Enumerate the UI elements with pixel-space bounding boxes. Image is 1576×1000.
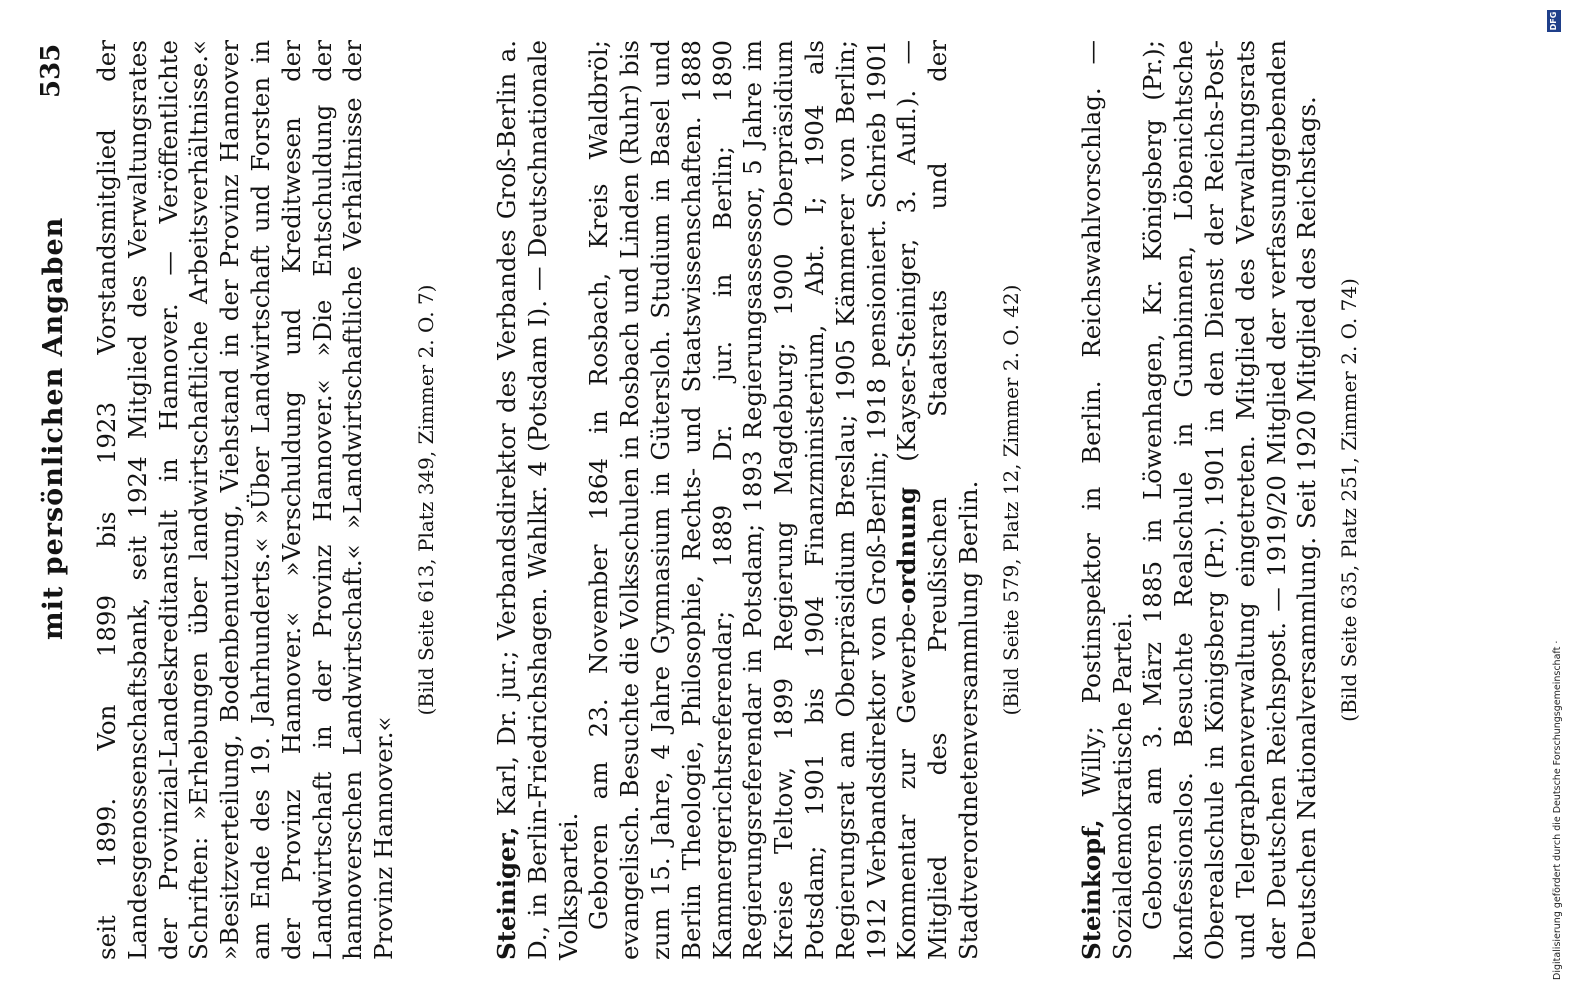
steinkopf-name: Steinkopf, bbox=[1076, 819, 1106, 960]
steiniger-name: Steiniger, bbox=[491, 826, 521, 960]
steinkopf-bild-ref: (Bild Seite 635, Platz 251, Zimmer 2. O. 74) bbox=[1337, 278, 1362, 722]
continued-entry-bild-ref: (Bild Seite 613, Platz 349, Zimmer 2. O. 7) bbox=[413, 284, 438, 716]
steiniger-header-text: Karl, Dr. jur.; Verbandsdirektor des Verbandes Groß-Berlin a. D., in Berlin-Friedrichshagen. Wahlkr. 4 (Potsdam I). — Deutschnationale Volkspartei. bbox=[491, 40, 583, 960]
steiniger-entry-header bbox=[492, 40, 584, 960]
steiniger-bild-ref: (Bild Seite 579, Platz 12, Zimmer 2. O. 42) bbox=[998, 284, 1023, 716]
steiniger-bio-bold: ordnung bbox=[892, 487, 922, 604]
page-body bbox=[92, 40, 1363, 960]
steinkopf-entry-header bbox=[1077, 40, 1139, 960]
steinkopf-header-text: Willy; Postinspektor in Berlin. Reichswahlvorschlag. — Sozialdemokratische Partei. bbox=[1076, 40, 1137, 960]
steiniger-bio-part1: Geboren am 23. November 1864 in Rosbach, Kreis Waldbröl; evangelisch. Besuchte die Volksschulen in Rosbach und Linden (Ruhr) bis zum 15. Jahre, 4 Jahre Gymnasium in Gütersloh. Studium in Basel und Berlin Theologie, Philosophie, Rechts- und Staatswissenschaften. 1888 Kammergerichtsreferendar; 1889 Dr. jur. in Berlin; 1890 Regierungsreferendar in Potsdam; 1893 Regierungsassessor, 5 Jahre im Kreise Teltow, 1899 Regierung Magdeburg; 1900 Oberpräsidium Potsdam; 1901 bis 1904 Finanzministerium, Abt. I; 1904 als Regierungsrat am Oberpräsidium Breslau; 1905 Kämmerer von Berlin; 1912 Verbandsdirektor von Groß-Berlin; 1918 pensioniert. Schrieb 1901 Kommentar zur Gewerbe- bbox=[584, 40, 922, 960]
steiniger-bio-part2: (Kayser-Steiniger, 3. Aufl.). — Mitglied des Preußischen Staatsrats und der Stadtverordnetenversammlung Berlin. bbox=[892, 40, 983, 960]
steinkopf-biography: Geboren am 3. März 1885 in Löwenhagen, Kr. Königsberg (Pr.); konfessionslos. Besuchte Realschule in Gumbinnen, Löbenichtsche Oberealschule in Königsberg (Pr.). 1901 in den Dienst der Reichs-Post- und Telegraphenverwaltung eingetreten. Mitglied des Verwaltungsrats der Deutschen Reichspost. — 1919/20 Mitglied der verfassunggebenden Deutschen Nationalversammlung. Seit 1920 Mitglied des Reichstags. bbox=[1138, 40, 1322, 960]
page-number: 535 bbox=[36, 43, 66, 98]
dfg-logo: DFG bbox=[1547, 10, 1561, 32]
dfg-funding-note: Digitalisierung gefördert durch die Deutsche Forschungsgemeinschaft · bbox=[1552, 640, 1563, 980]
steiniger-biography bbox=[584, 40, 984, 960]
continued-entry-text: seit 1899. Von 1899 bis 1923 Vorstandsmitglied der Landesgenossenschaftsbank, seit 1924 Mitglied des Verwaltungsrates der Provinzial-Landeskreditanstalt in Hannover. — Veröffentlichte Schriften: »Erhebungen über landwirtschaftliche Arbeitsverhältnisse.« »Besitzverteilung, Bodenbenutzung, Viehstand in der Provinz Hannover am Ende des 19. Jahrhunderts.« »Über Landwirtschaft und Forsten in der Provinz Hannover.« »Verschuldung und Kreditwesen der Landwirtschaft in der Provinz Hannover.« »Die Entschuldung der hannoverschen Landwirtschaft.« »Landwirtschaftliche Verhältnisse der Provinz Hannover.« bbox=[92, 40, 399, 960]
running-header: mit persönlichen Angaben bbox=[38, 216, 69, 640]
